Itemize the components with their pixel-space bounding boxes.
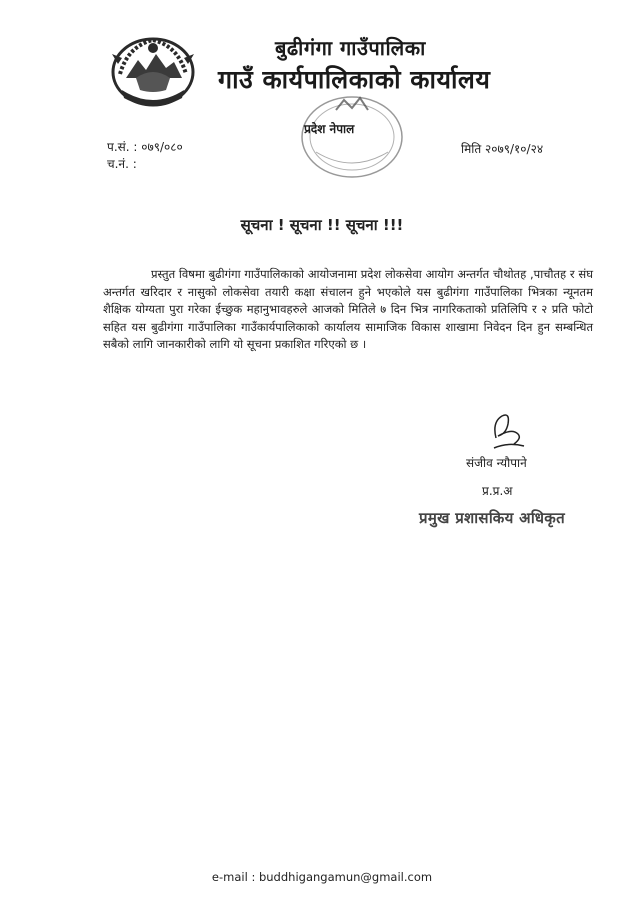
official-stamp-icon: [296, 92, 408, 182]
nepal-emblem-icon: [108, 34, 198, 108]
signer-name: संजीव न्यौपाने: [466, 456, 527, 470]
reference-number: प.सं. : ०७९/०८०: [107, 140, 183, 154]
notice-body: प्रस्तुत विषमा बुढीगंगा गाउँपालिकाको आयोजनामा प्रदेश लोकसेवा आयोग अन्तर्गत चौथोतह ,पाचौतह र संघ अन्तर्गत खरिदार र नासुको लोकसेवा तयारी कक्षा संचालन हुने भएकोले यस बुढीगंगा गाउँपालिका भित्रका न्यूनतम शैक्षिक योग्यता पुरा गरेका ईच्छुक महानुभावहरुले आजको मितिले ७ दिन भित्र नागरिकताको प्रतिलिपि र २ प्रति फोटो सहित यस बुढीगंगा गाउँपालिका गाउँकार्यपालिकाको कार्यालय सामाजिक विकास शाखामा निवेदन दिन हुन सम्बन्धित सबैको लागि जानकारीको लागि यो सूचना प्रकाशित गरिएको छ ।: [103, 267, 593, 351]
signer-abbreviation: प्र.प्र.अ: [482, 484, 513, 498]
dispatch-number: च.नं. :: [107, 157, 137, 171]
notice-heading: सूचना ! सूचना !! सूचना !!!: [240, 216, 404, 234]
document-date: मिति २०७९/१०/२४: [461, 142, 544, 156]
signer-title-stamp: प्रमुख प्रशासकिय अधिकृत: [419, 509, 565, 527]
office-title: गाउँ कार्यपालिकाको कार्यालय: [218, 65, 491, 94]
stamp-text: प्रदेश नेपाल: [304, 122, 355, 136]
footer-email: e-mail : buddhigangamun@gmail.com: [211, 870, 433, 884]
office-name: बुढीगंगा गाउँपालिका: [275, 36, 426, 60]
signature-icon: [488, 408, 528, 452]
